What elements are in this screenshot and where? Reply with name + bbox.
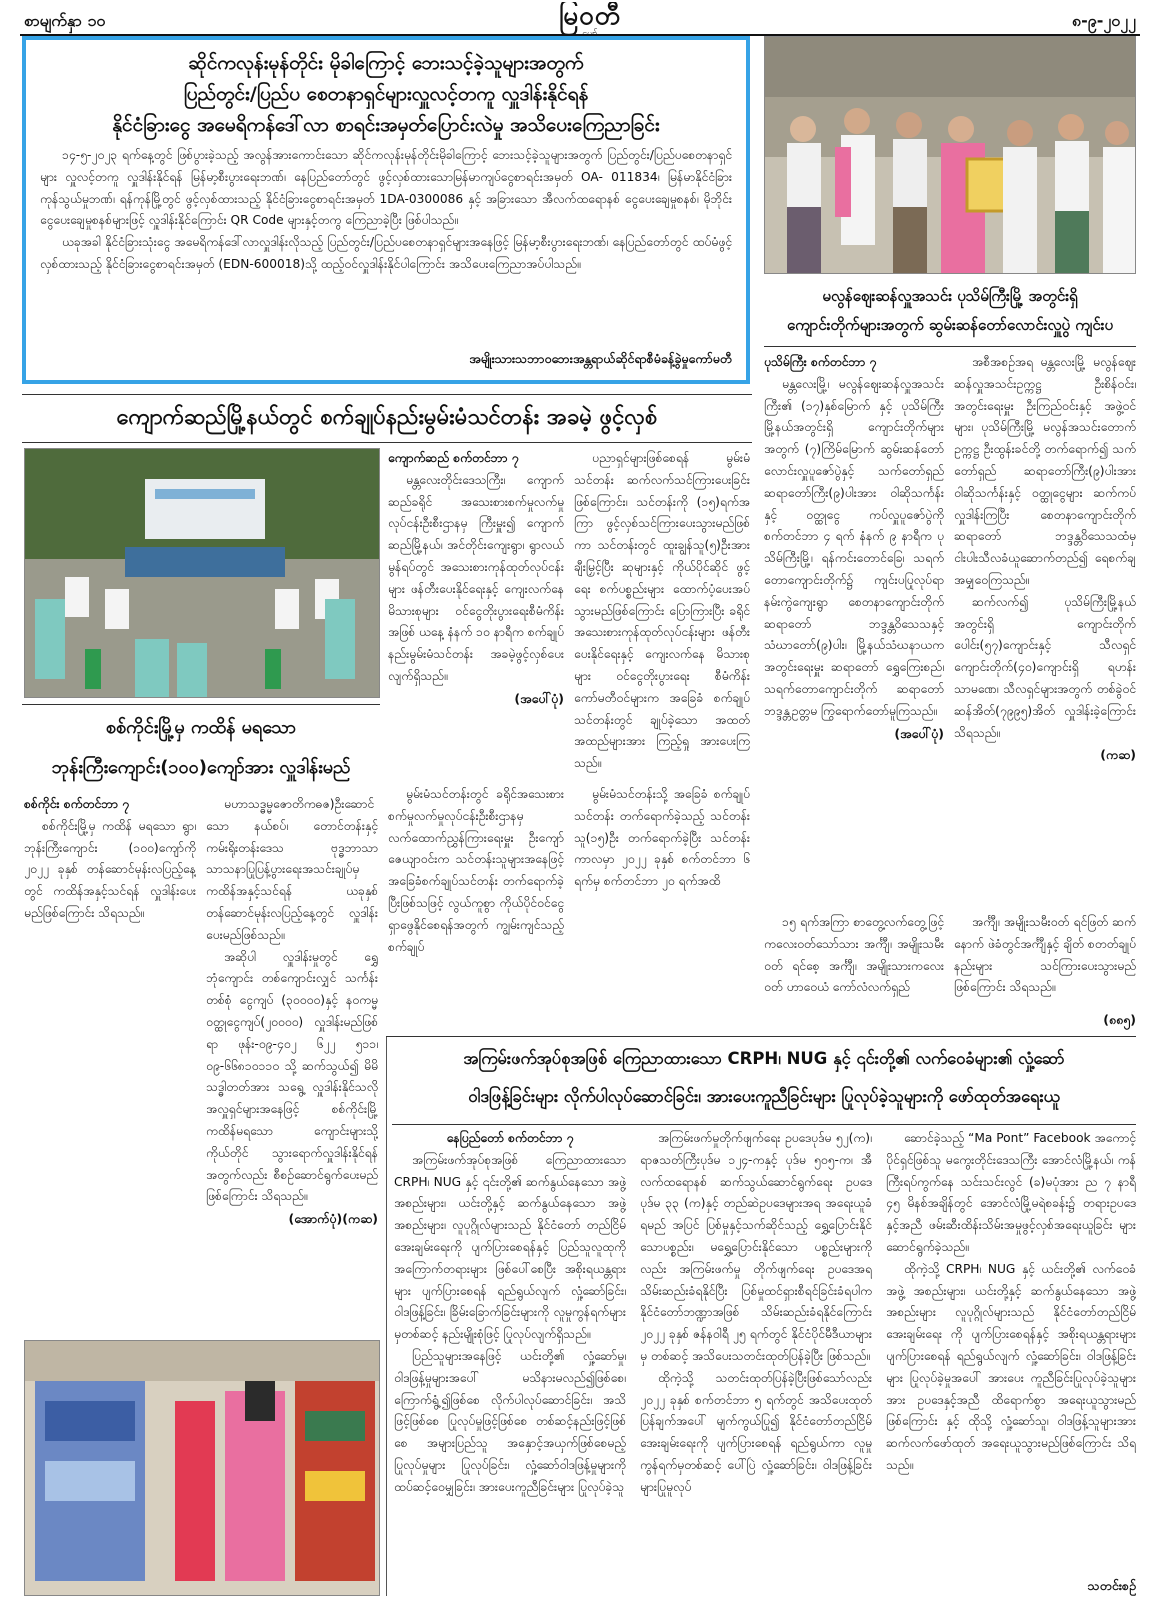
kyaukse-headline: ကျောက်ဆည်မြို့နယ်တွင် စက်ချုပ်နည်းမွမ်းမံသင်တန်း အခမဲ့ ဖွင့်လှစ် bbox=[116, 405, 658, 430]
crph-col2-para-2: ထိုကဲ့သို့ သတင်းထုတ်ပြန်ခဲ့ပြီးဖြစ်သော်လည်း ၂၀၂၂ ခုနှစ် စက်တင်ဘာ ၅ ရက်တွင် အသိပေးထုတ်ပြန်ချက်အပေါ် မျက်ကွယ်ပြု၍ နိုင်ငံတော်တည်ငြိမ်အေးချမ်းရေးကို ပျက်ပြားစေရန် ရည်ရွယ်ကာ လူမှုကွန်ရက်မှတစ်ဆင့် ပေါ်ပြဲ လှုံ့ဆော်ခြင်း၊ ဝါဒဖြန့်ခြင်းများပြုမူလုပ် bbox=[640, 1370, 872, 1494]
sagaing-col1-para-1: စစ်ကိုင်းမြို့မှ ကထိန် မရသော ရွာ၊ ဘုန်းကြီးကျောင်း (၁၀၀)ကျော်ကို ၂၀၂၂ ခုနှစ် တန်ဆောင်မုန်းလပြည့်နေ့တွင် ကထိန်အနှင့်သင်ရန် လှူဒါန်းပေးမည်ဖြစ်ကြောင်း သိရသည်။ bbox=[24, 818, 196, 920]
pwinmana-dateline: ပုသိမ်ကြီး စက်တင်ဘာ ၇ bbox=[764, 355, 877, 369]
crph-col3-para-2: ထိုကဲ့သို့ CRPH၊ NUG နှင့် ယင်းတို့၏ လက်ဝေခံအဖွဲ့ အစည်းများ၊ ယင်းတို့နှင့် ဆက်နွယ်နေသော အဖွဲ့အစည်းများ လူပုဂ္ဂိုလ်များသည် နိုင်ငံတော်တည်ငြိမ်အေးချမ်းရေး ကို ပျက်ပြားစေရန်နှင့် အစိုးရယန္တရားများ ပျက်ပြားစေရန် ရည်ရွယ်လျက် လှုံ့ဆော်ခြင်း၊ ဝါဒဖြန့်ခြင်းများ ပြုလုပ်ခဲ့မှုအပေါ် အားပေး ကူညီခြင်းပြုလုပ်ခဲ့သူများအား ဥပဒေနှင့်အညီ ထိရောက်စွာ အရေးယူသွားမည်ဖြစ်ကြောင်း နှင့် ထိုသို့ လှုံ့ဆော်သူ၊ ဝါဒဖြန့်သူများအား ဆက်လက်ဖော်ထုတ် အရေးယူသွားမည်ဖြစ်ကြောင်း သိရသည်။ bbox=[886, 1261, 1136, 1472]
crph-dateline: နေပြည်တော် စက်တင်ဘာ ၇ bbox=[446, 1131, 574, 1145]
notice-title-2: ပြည်တွင်း/ပြည်ပ စေတနာရှင်များလှူလင့်တကူ လှူဒါန်းနိုင်ရန် bbox=[183, 83, 589, 105]
crph-headline-2: ဝါဒဖြန့်ခြင်းများ လိုက်ပါလုပ်ဆောင်ခြင်း၊ အားပေးကူညီခြင်းများ ပြုလုပ်ခဲ့သူများကို ဖော်ထုတ်အရေးယူ bbox=[468, 1087, 1060, 1106]
issue-date: ၈-၉-၂၀၂၂ bbox=[1072, 11, 1136, 30]
kyaukse-col1-para-1: မန္တလေးတိုင်းဒေသကြီး၊ ကျောက်ဆည်ခရိုင် အသေးစားစက်မှုလက်မှုလုပ်ငန်းဦးစီးဌာနမှ ကြီးမှူး၍ ကျောက်ဆည်မြို့နယ်၊ အင်တိုင်းကျေးရွာ၊ ရွာလယ်မွန်ရပ်တွင် အသေးစားကုန်ထုတ်လုပ်ငန်းများ ဖန်တီးပေးနိုင်ရေးနှင့် ကျေးလက်နေမိသားစုများ ဝင်ငွေတိုးပွားရေးစီမံကိန်းအဖြစ် ယနေ့ နံနက် ၁၀ နာရီက စက်ချုပ်နည်းမွမ်းမံသင်တန်း အခမဲ့ဖွင့်လှစ်ပေးလျက်ရှိသည်။ bbox=[388, 472, 564, 683]
pwinmana-photo-credit: (အပေါ်ပုံ) bbox=[894, 725, 944, 741]
kyaukse-signoff: (၈၈၅) bbox=[1103, 1012, 1136, 1027]
pwinmana-col2-para-1: အစီအစဉ်အရ မန္တလေးမြို့ မလွန်ဈေးဆန်လှူအသင်းဥက္ကဋ္ဌ ဦးစိန်ဝင်း၊ အတွင်းရေးမှူး ဦးကြည်ဝင်းနှင့် အဖွဲ့ဝင်များ၊ ပုသိမ်ကြီးမြို့ မလွန်အသင်းတောက်ဥက္ကဋ္ဌ ဦးထွန်းခင်တို့ တက်ရောက်၍ သက်တော်ရှည် ဆရာတော်ကြီး(၉)ပါးအား ဝါဆိုသင်္ကန်းနှင့် ဝတ္ထုငွေများ ဆက်ကပ်လှူဒါန်းကြပြီး စေတနာကျောင်းတိုက် ဆရာတော် ဘဒ္ဒန္တဝိသေသထံမှ ငါးပါးသီလခံယူဆောက်တည်၍ ရေစက်ချ အမျှဝေကြသည်။ bbox=[954, 355, 1136, 587]
kyaukse-column-2 bbox=[574, 448, 750, 778]
crph-col1-para-1: အကြမ်းဖက်အုပ်စုအဖြစ် ကြေညာထားသော CRPH၊ NUG နှင့် ၎င်းတို့၏ ဆက်နွယ်နေသော အဖွဲ့အစည်းများ၊ ယင်းတို့နှင့် ဆက်နွယ်နေသော အဖွဲ့အစည်းများ၊ လူပုဂ္ဂိုလ်များသည် နိုင်ငံတော် တည်ငြိမ်အေးချမ်းရေးကို ပျက်ပြားစေရန်နှင့် ပြည်သူလူထုကို အကြောက်တရားများ ဖြစ်ပေါ်စေပြီး အစိုးရယန္တရားများ ပျက်ပြားစေရန် ရည်ရွယ်လျက် လှုံ့ဆော်ခြင်း၊ ဝါဒဖြန့်ခြင်း၊ ခြိမ်းခြောက်ခြင်းများကို လူမှုကွန်ရက်များမှတစ်ဆင့် နည်းမျိုးစုံဖြင့် ပြုလုပ်လျက်ရှိသည်။ bbox=[394, 1152, 626, 1342]
crph-headline-rule bbox=[392, 1124, 1136, 1125]
notice-title-3: နိုင်ငံခြားငွေ အမေရိကန်ဒေါ်လာ စာရင်းအမှတ်ပြောင်းလဲမှု အသိပေးကြေညာခြင်း bbox=[112, 114, 660, 136]
pwinmana-signoff: (ကဆ) bbox=[1100, 747, 1136, 763]
sagaing-column-1 bbox=[24, 794, 196, 1334]
notice-box bbox=[22, 36, 750, 384]
sagaing-signoff: (အောက်ပုံ)(ကဆ) bbox=[288, 1211, 378, 1227]
sagaing-col2-para-1: မဟာသဒ္ဓမ္မဇောတိကဓဇ)ဦးဆောင်သော နယ်စပ်၊ တောင်တန်းနှင့် ကမ်းရိုးတန်းဒေသ ဗုဒ္ဓဘာသာ သာသနာပြုပြန့်ပွားရေးအသင်းချုပ်မှ ကထိန်အနှင့်သင်ရန် ယခုနှစ် တန်ဆောင်မုန်းလပြည့်နေ့တွင် လှူဒါန်းပေးမည်ဖြစ်သည်။ bbox=[206, 797, 378, 942]
sagaing-headline bbox=[22, 708, 380, 790]
ceremony-illustration bbox=[765, 37, 1136, 274]
kyaukse-continued-1: ၁၅ ရက်အကြာ စာတွေ့လက်တွေ့ဖြင့် ကလေးဝတ်သော်သား အင်္ကျီ၊ အမျိုးသမီးဝတ် ရင်စေ့ အင်္ကျီ၊ အမျိုးသားကလေးဝတ် ဟာဝေယံ ကော်လံလက်ရှည် bbox=[764, 915, 944, 995]
sewing-class-photo bbox=[24, 448, 380, 698]
sagaing-col2-para-2: အဆိုပါ လှူဒါန်းမှုတွင် ရွှေဘုံကျောင်း တစ်ကျောင်းလျှင် သင်္ကန်းတစ်စုံ ငွေကျပ် (၃၀၀၀၀)နှင့် နဝကမ္မဝတ္ထုငွေကျပ်(၂၀၀၀၀) လှူဒါန်းမည်ဖြစ်ရာ ဖုန်း-၀၉-၄၀၂ ၆၂၂ ၅၁၁၊ ၀၉-၆၆၈၁၀၁၁၀ သို့ ဆက်သွယ်၍ မိမိသဒ္ဓါတတ်အား သရွေ့ လှူဒါန်းနိုင်သလို အလှူရှင်များအနေဖြင့် စစ်ကိုင်းမြို့ ကထိန်မရသော ကျောင်းများသို့ ကိုယ်တိုင် သွားရောက်လှူဒါန်းနိုင်ရန်အတွက်လည်း စီစဉ်ဆောင်ရွက်ပေးမည်ဖြစ်ကြောင်း သိရသည်။ bbox=[206, 949, 378, 1204]
kyaukse-column-1 bbox=[388, 448, 564, 778]
crph-column-3 bbox=[886, 1128, 1136, 1578]
pwinmana-column-1 bbox=[764, 352, 944, 908]
clothing-display-photo bbox=[24, 1340, 380, 1596]
pwinmana-headline-1: မလွန်ဈေးဆန်လှူအသင်း ပုသိမ်ကြီးမြို့ အတွင်းရှိ bbox=[822, 287, 1078, 305]
crph-col3-para-1: ဆောင်ခဲ့သည့် “Ma Pont” Facebook အကောင့် ပိုင်ရှင်ဖြစ်သူ မကွေးတိုင်းဒေသကြီး အောင်လံမြို့နယ်၊ ကန်ကြီးရပ်ကွက်နေ သင်းသင်းလွင် (ခ)မပုံအား ည ၇ နာရီ ၄၅ မိနစ်အချိန်တွင် အောင်လံမြို့မရဲစခန်း၌ တရားဥပဒေနှင့်အညီ ဖမ်းဆီးထိန်းသိမ်းအမှုဖွင့်လှစ်အရေးယူခြင်း များ ဆောင်ရွက်ခဲ့သည်။ bbox=[886, 1131, 1136, 1254]
kyaukse-top-rule bbox=[22, 394, 752, 395]
kyaukse-col2-para-2: မွမ်းမံသင်တန်းသို့ အခြေခံ စက်ချုပ်သင်တန်း တက်ရောက်ခဲ့သည့် သင်တန်းသူ(၁၅)ဦး တက်ရောက်ခဲ့ပြီး သင်တန်းကာလမှာ ၂၀၂၂ ခုနှစ် စက်တင်ဘာ ၆ ရက်မှ စက်တင်ဘာ ၂၀ ရက်အထိ bbox=[574, 787, 750, 889]
crph-column-2 bbox=[640, 1128, 872, 1598]
kyaukse-column-4 bbox=[574, 784, 750, 1010]
page-number: စာမျက်နှာ ၁၀ bbox=[24, 11, 106, 30]
masthead-sub: မျှော် bbox=[582, 29, 598, 39]
pwinmana-col1-para-1: မန္တလေးမြို့၊ မလွန်ဈေးဆန်လှူအသင်းကြီး၏ (၁၇)နှစ်မြောက် နှင့် ပုသိမ်ကြီးမြို့နယ်အတွင်းရှိ ကျောင်းတိုက်များအတွက် (၇)ကြိမ်မြောက် ဆွမ်းဆန်တော် လောင်းလှူပူဇော်ပွဲနှင့် သက်တော်ရှည် ဆရာတော်ကြီး(၉)ပါးအား ဝါဆိုသင်္ကန်းနှင့် ဝတ္ထုငွေ ကပ်လှူပူဇော်ပွဲကို စက်တင်ဘာ ၄ ရက် နံနက် ၉ နာရီက ပုသိမ်ကြီးမြို့၊ ရန်ကင်းတောင်ခြေ၊ သရက်တောကျောင်းတိုက်၌ ကျင်းပပြုလုပ်ရာ နမ်းကွဲကျေးရွာ စေတနာကျောင်းတိုက် ဆရာတော် ဘဒ္ဒန္တဝိသေသနှင့် သံဃာတော်(၉)ပါး၊ မြို့နယ်သံဃနာယက အတွင်းရေးမှူး ဆရာတော် ရွှေကြေးစည်၊ သရက်တောကျောင်းတိုက် ဆရာတော် ဘဒ္ဒန္တဥတ္တမ ကြွရောက်တော်မူကြသည်။ bbox=[764, 376, 944, 718]
notice-paragraph-2: ယခုအခါ နိုင်ငံခြားသုံးငွေ အမေရိကန်ဒေါ်လာလှူဒါန်းလိုသည့် ပြည်တွင်း/ပြည်ပစေတနာရှင်များအနေဖြင့် မြန်မာ့စီးပွားရေးဘဏ်၊ နေပြည်တော်တွင် ထပ်မံဖွင့်လှစ်ထားသည့် နိုင်ငံခြားငွေစာရင်းအမှတ် (EDN-600018)သို့ ထည့်ဝင်လှူဒါန်းနိုင်ပါကြောင်း အသိပေးကြေညာအပ်ပါသည်။ bbox=[40, 235, 732, 271]
notice-signature: အမျိုးသားသဘာဝဘေးအန္တရာယ်ဆိုင်ရာစီမံခန့်ခွဲမှုကော်မတီ bbox=[469, 351, 732, 366]
crph-col2-para-1: အကြမ်းဖက်မှုတိုက်ဖျက်ရေး ဥပဒေပုဒ်မ ၅၂(က)၊ ရာဇသတ်ကြီးပုဒ်မ ၁၂၄-ကနှင့် ပုဒ်မ ၅၀၅-က၊ အီလက်ထရောနစ် ဆက်သွယ်ဆောင်ရွက်ရေး ဥပဒေပုဒ်မ ၃၃ (က)နှင့် တည်ဆဲဥပဒေများအရ အရေးယူခံရမည် အပြင် ပြစ်မှုနှင့်သက်ဆိုင်သည့် ရွှေ့ပြောင်းနိုင်သောပစ္စည်း၊ မရွှေ့ပြောင်းနိုင်သော ပစ္စည်းများကိုလည်း အကြမ်းဖက်မှု တိုက်ဖျက်ရေး ဥပဒေအရ သိမ်းဆည်းခံရနိုင်ပြီး ပြစ်မှုထင်ရှားစီရင်ခြင်းခံရပါက နိုင်ငံတော်ဘဏ္ဍာအဖြစ် သိမ်းဆည်းခံရနိုင်ကြောင်း ၂၀၂၂ ခုနှစ် ဇန်နဝါရီ ၂၅ ရက်တွင် နိုင်ငံပိုင်မီဒီယာများမှ တစ်ဆင့် အသိပေးသတင်းထုတ်ပြန်ခဲ့ပြီး ဖြစ်သည်။ bbox=[640, 1131, 872, 1363]
clothing-display-illustration bbox=[25, 1341, 380, 1596]
sagaing-column-2 bbox=[206, 794, 378, 1334]
sagaing-headline-2: ဘုန်းကြီးကျောင်း(၁၀၀)ကျော်အား လှူဒါန်းမည် bbox=[51, 757, 351, 778]
pwinmana-headline bbox=[764, 282, 1136, 342]
kyaukse-column-3 bbox=[388, 784, 564, 1010]
kyaukse-col1-extra: မွမ်းမံသင်တန်းတွင် ခရိုင်အသေးစားစက်မှုလက်မှုလုပ်ငန်းဦးစီးဌာနမှ လက်ထောက်ညွှန်ကြားရေးမှူး ဦးကျော်ဇေယျာဝင်းက သင်တန်းသူများအနေဖြင့် အခြေခံစက်ချုပ်သင်တန်း တက်ရောက်ခဲ့ပြီးဖြစ်သဖြင့် လွယ်ကူစွာ ကိုယ်ပိုင်ဝင်ငွေရှာဖွေနိုင်စေရန်အတွက် ကျွမ်းကျင်သည့် စက်ချုပ် bbox=[388, 787, 564, 954]
ceremony-photo bbox=[764, 36, 1136, 274]
masthead-logo: မြဝတီ bbox=[558, 2, 622, 31]
pwinmana-col2-para-2: ဆက်လက်၍ ပုသိမ်ကြီးမြို့နယ်အတွင်းရှိ ကျောင်းတိုက်ပေါင်း(၅၇)ကျောင်းနှင့် သီလရှင်ကျောင်းတိုက်(၄၀)ကျောင်းရှိ ရဟန်းသာမဏေ၊ သီလရှင်များအတွက် တစ်ခွဲဝင်ဆန်အိတ်(၇၉၉၅)အိတ် လှူဒါန်းခဲ့ကြောင်း သိရသည်။ bbox=[954, 594, 1136, 740]
kyaukse-column-6 bbox=[954, 912, 1136, 1010]
notice-paragraph-1: ၁၄-၅-၂၀၂၃ ရက်နေ့တွင် ဖြစ်ပွားခဲ့သည့် အလွန်အားကောင်းသော ဆိုင်ကလုန်းမုန်တိုင်းမိုခါကြောင့် ဘေးသင့်ခဲ့သူများအတွက် ပြည်တွင်း/ပြည်ပစေတနာရှင်များ လှူလင့်တကူ လှူဒါန်းနိုင်ရန် မြန်မာ့စီးပွားရေးဘဏ်၊ နေပြည်တော်တွင် ဖွင့်လှစ်ထားသောမြန်မာကျပ်ငွေစာရင်းအမှတ် OA- 011834၊ မြန်မာနိုင်ငံခြားကုန်သွယ်မှုဘဏ်၊ ရန်ကုန်မြို့တွင် ဖွင့်လှစ်ထားသည့် နိုင်ငံခြားငွေစာရင်းအမှတ် 1DA-0300086 နှင့် အခြားသော အီလက်ထရောနစ် ငွေပေးချေမှုစနစ်၊ မိုဘိုင်းငွေပေးချေမှုစနစ်များဖြင့် လှူဒါန်းနိုင်ကြောင်း QR Code များနှင့်တကွ ကြေညာခဲ့ပြီး ဖြစ်ပါသည်။ bbox=[40, 148, 732, 228]
pwinmana-rule bbox=[764, 346, 1136, 347]
crph-col1-para-2: ပြည်သူများအနေဖြင့် ယင်းတို့၏ လှုံ့ဆော်မှု၊ ဝါဒဖြန့်မှုများအပေါ် မသိနားမလည်၍ဖြစ်စေ၊ ကြောက်ရွံ့၍ဖြစ်စေ လိုက်ပါလုပ်ဆောင်ခြင်း၊ အသိဖြင့်ဖြစ်စေ ပြုလုပ်မှုဖြင့်ဖြစ်စေ တစ်ဆင့်နည်းဖြင့်ဖြစ်စေ အများပြည်သူ အနှောင့်အယှက်ဖြစ်စေမည့် ပြုလုပ်မှုများ ပြုလုပ်ခြင်း၊ လှုံ့ဆော်ဝါဒဖြန့်မှုများကို ထပ်ဆင့်ဝေမျှခြင်း၊ အားပေးကူညီခြင်းများ ပြုလုပ်ခဲ့သူ bbox=[394, 1348, 626, 1494]
pwinmana-column-2 bbox=[954, 352, 1136, 908]
crph-headline bbox=[392, 1040, 1136, 1120]
sagaing-top-rule bbox=[22, 704, 380, 705]
kyaukse-photo-credit: (အပေါ်ပုံ) bbox=[514, 690, 564, 706]
crph-headline-1: အကြမ်းဖက်အုပ်စုအဖြစ် ကြေညာထားသော CRPH၊ NUG နှင့် ၎င်းတို့၏ လက်ဝေခံများ၏ လှုံ့ဆော် bbox=[463, 1049, 1065, 1068]
kyaukse-column-5 bbox=[764, 912, 944, 1010]
kyaukse-dateline: ကျောက်ဆည် စက်တင်ဘာ ၇ bbox=[388, 451, 519, 465]
sewing-class-illustration bbox=[25, 449, 380, 698]
sagaing-dateline: စစ်ကိုင်း စက်တင်ဘာ ၇ bbox=[24, 797, 129, 811]
crph-left-rule bbox=[386, 1036, 387, 1596]
notice-title-1: ဆိုင်ကလုန်းမုန်တိုင်း မိုခါကြောင့် ဘေးသင့်ခဲ့သူများအတွက် bbox=[188, 52, 584, 74]
kyaukse-bottom-rule bbox=[22, 442, 752, 443]
crph-signoff: သတင်းစဉ် bbox=[1087, 1578, 1136, 1593]
kyaukse-col2-para-1: ပညာရှင်များဖြစ်စေရန် မွမ်းမံသင်တန်း ဆက်လက်သင်ကြားပေးခြင်းဖြစ်ကြောင်း၊ သင်တန်းကို (၁၅)ရက်အကြာ ဖွင့်လှစ်သင်ကြားပေးသွားမည်ဖြစ်ကာ သင်တန်းတွင် ထူးချွန်သူ(၅)ဦးအား ချီးမြှင့်ပြီး ဆုများနှင့် ကိုယ်ပိုင်ဆိုင် ဖွင့်ရေး စက်ပစ္စည်းများ ထောက်ပံ့ပေးအပ်သွားမည်ဖြစ်ကြောင်း ပြောကြားပြီး ခရိုင်အသေးစားကုန်ထုတ်လုပ်ငန်းများ ဖန်တီးပေးနိုင်ရေးနှင့် ကျေးလက်နေ မိသားစု များ ဝင်ငွေတိုးပွားရေး စီမံကိန်း ကော်မတီဝင်များက အခြေခံ စက်ချုပ်သင်တန်းတွင် ချုပ်ခဲ့သော အထတ်အထည်များအား ကြည့်ရှု အားပေးကြသည်။ bbox=[574, 451, 750, 771]
crph-top-rule bbox=[386, 1036, 1136, 1037]
pwinmana-headline-2: ကျောင်းတိုက်များအတွက် ဆွမ်းဆန်တော်လောင်းလှူပွဲ ကျင်းပ bbox=[786, 316, 1114, 334]
crph-column-1 bbox=[394, 1128, 626, 1598]
kyaukse-continued-2: အင်္ကျီ၊ အမျိုးသမီးဝတ် ရင်ဖြတ် ဆက်နောက် ဖဲခံတွင်အင်္ကျီနှင့် ချိတ် စတတ်ချုပ်နည်းများ သင်ကြားပေးသွားမည်ဖြစ်ကြောင်း သိရသည်။ bbox=[954, 915, 1136, 995]
sagaing-headline-1: စစ်ကိုင်းမြို့မှ ကထိန် မရသော bbox=[105, 717, 297, 738]
